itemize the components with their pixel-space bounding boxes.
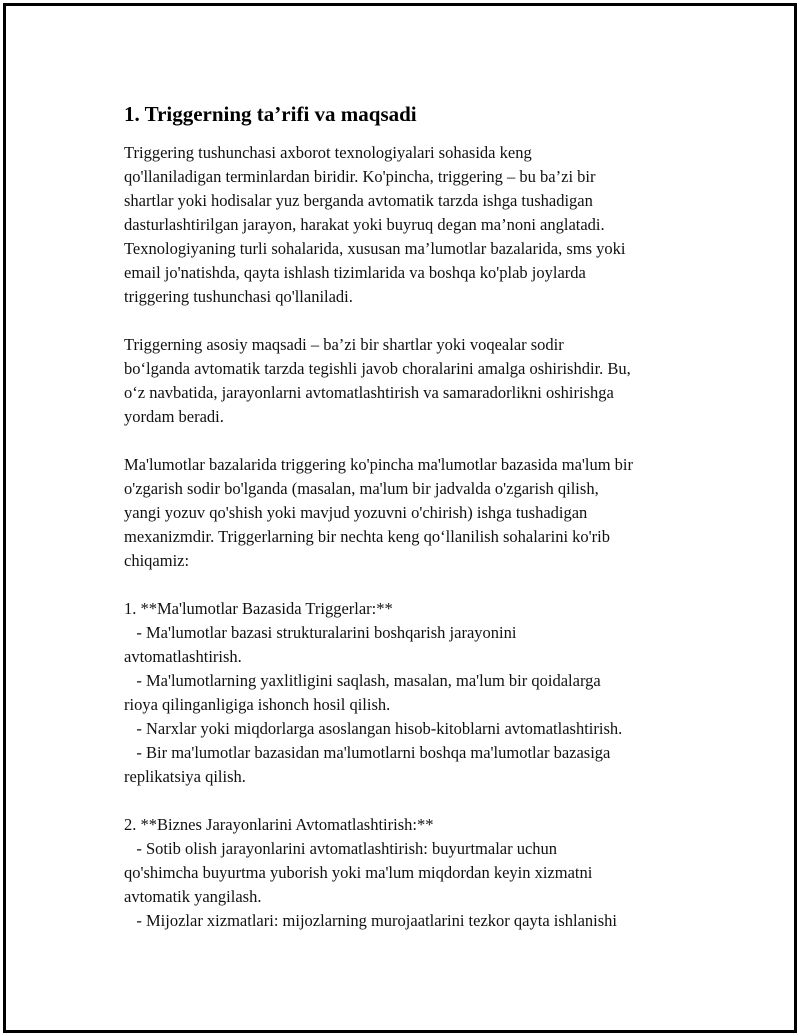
paragraph <box>124 813 704 933</box>
paragraph <box>124 453 704 573</box>
text-line: yangi yozuv qo'shish yoki mavjud yozuvni o'chirish) ishga tushadigan <box>124 503 588 522</box>
text-line: rioya qilinganligiga ishonch hosil qilish. <box>124 695 391 714</box>
text-line: bo‘lganda avtomatik tarzda tegishli javob choralarini amalga oshirishdir. Bu, <box>124 359 631 378</box>
text-line: 1. **Ma'lumotlar Bazasida Triggerlar:** <box>124 599 393 618</box>
text-line: chiqamiz: <box>124 551 190 570</box>
text-line: dasturlashtirilgan jarayon, harakat yoki buyruq degan ma’noni anglatadi. <box>124 215 605 234</box>
text-line: o'zgarish sodir bo'lganda (masalan, ma'lum bir jadvalda o'zgarish qilish, <box>124 479 599 498</box>
text-line: qo'llaniladigan terminlardan biridir. Ko'pincha, triggering – bu ba’zi bir <box>124 167 596 186</box>
text-line: - Narxlar yoki miqdorlarga asoslangan hisob-kitoblarni avtomatlashtirish. <box>124 719 623 738</box>
paragraph <box>124 333 704 429</box>
text-line: mexanizmdir. Triggerlarning bir nechta keng qo‘llanilish sohalarini ko'rib <box>124 527 610 546</box>
paragraphs <box>124 141 704 933</box>
text-line: - Sotib olish jarayonlarini avtomatlashtirish: buyurtmalar uchun <box>124 839 558 858</box>
paragraph <box>124 597 704 789</box>
section-heading: 1. Triggerning ta’rifi va maqsadi <box>124 102 417 126</box>
text-line: 2. **Biznes Jarayonlarini Avtomatlashtirish:** <box>124 815 434 834</box>
document-body <box>124 102 704 957</box>
text-line: yordam beradi. <box>124 407 224 426</box>
text-line: Triggerning asosiy maqsadi – ba’zi bir shartlar yoki voqealar sodir <box>124 335 564 354</box>
text-line: - Mijozlar xizmatlari: mijozlarning murojaatlarini tezkor qayta ishlanishi <box>124 911 618 930</box>
text-line: - Ma'lumotlarning yaxlitligini saqlash, masalan, ma'lum bir qoidalarga <box>124 671 601 690</box>
text-line: - Ma'lumotlar bazasi strukturalarini boshqarish jarayonini <box>124 623 517 642</box>
text-line: shartlar yoki hodisalar yuz berganda avtomatik tarzda ishga tushadigan <box>124 191 593 210</box>
text-line: avtomatik yangilash. <box>124 887 262 906</box>
page-frame <box>3 3 797 1033</box>
text-line: o‘z navbatida, jarayonlarni avtomatlashtirish va samaradorlikni oshirishga <box>124 383 614 402</box>
text-line: Triggering tushunchasi axborot texnologiyalari sohasida keng <box>124 143 532 162</box>
text-line: avtomatlashtirish. <box>124 647 242 666</box>
text-line: Texnologiyaning turli sohalarida, xususan ma’lumotlar bazalarida, sms yoki <box>124 239 626 258</box>
text-line: Ma'lumotlar bazalarida triggering ko'pincha ma'lumotlar bazasida ma'lum bir <box>124 455 634 474</box>
text-line: - Bir ma'lumotlar bazasidan ma'lumotlarni boshqa ma'lumotlar bazasiga <box>124 743 611 762</box>
text-line: replikatsiya qilish. <box>124 767 246 786</box>
paragraph <box>124 141 704 309</box>
text-line: triggering tushunchasi qo'llaniladi. <box>124 287 353 306</box>
text-line: qo'shimcha buyurtma yuborish yoki ma'lum miqdordan keyin xizmatni <box>124 863 593 882</box>
text-line: email jo'natishda, qayta ishlash tizimlarida va boshqa ko'plab joylarda <box>124 263 586 282</box>
